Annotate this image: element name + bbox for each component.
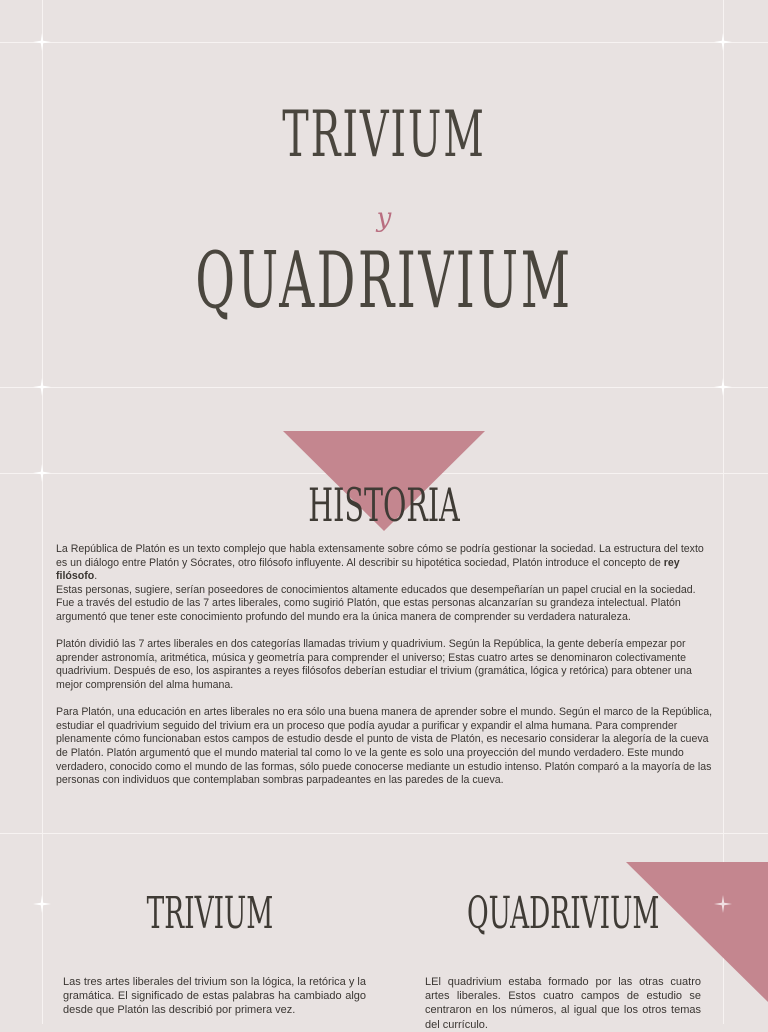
historia-paragraph-2: Platón dividió las 7 artes liberales en dos categorías llamadas trivium y quadrivium. Según la República, la gente debería empezar por aprender astronomía, aritmética, música y geometría para comprender el universo; Estas cuatro artes se denominaron colectivamente quadrivium. Después de eso, los aspirantes a reyes filósofos deberían estudiar el trivium (gramática, lógica y retórica) para obtener una mejor comprensión del alma humana. bbox=[56, 638, 692, 691]
paragraph-text: La República de Platón es un texto complejo que habla extensamente sobre cómo se podría gestionar la sociedad. La estructura del texto es un diálogo entre Platón y Sócrates, otro filósofo influyente. Al describir su hipotética sociedad, Platón introduce el concepto de bbox=[56, 543, 704, 569]
sparkle-icon bbox=[33, 464, 51, 482]
title-trivium: TRIVIUM bbox=[282, 98, 486, 172]
historia-paragraph-3: Para Platón, una educación en artes liberales no era sólo una buena manera de aprender sobre el mundo. Según el marco de la República, estudiar el quadrivium seguido del trivium era un proceso que podía ayudar a purificar y expandir el alma humana. Para comprender plenamente cómo funcionaban estos campos de estudio desde el punto de vista de Platón, es necesario considerar la alegoría de la cueva de Platón. Platón argumentó que el mundo material tal como lo ve la gente es solo una proyección del mundo verdadero. Este mundo verdadero, conocido como el mundo de las formas, sólo puede conocerse mediante un estudio intenso. Platón comparó a la mayoría de las personas con individuos que contemplaban sombras parpadeantes en las paredes de la cueva. bbox=[56, 706, 713, 787]
sparkle-icon bbox=[714, 895, 732, 913]
title-quadrivium: QUADRIVIUM bbox=[195, 236, 573, 326]
grid-line bbox=[0, 833, 768, 834]
grid-line bbox=[0, 42, 768, 43]
sparkle-icon bbox=[714, 378, 732, 396]
sparkle-icon bbox=[33, 895, 51, 913]
historia-paragraph-1 bbox=[56, 543, 714, 625]
grid-line bbox=[0, 387, 768, 388]
title-connector: y bbox=[376, 203, 392, 233]
quadrivium-heading: QUADRIVIUM bbox=[467, 888, 660, 939]
paragraph-text: Estas personas, sugiere, serían poseedores de conocimientos altamente educados que desempeñarían un papel crucial en la sociedad. Fue a través del estudio de las 7 artes liberales, como sugirió Platón, que estas personas alcanzarían su grandeza intelectual. Platón argumentó que tener este conocimiento profundo del mundo era la única manera de comprender su verdadera naturaleza. bbox=[56, 583, 696, 623]
historia-heading: HISTORIA bbox=[308, 478, 460, 532]
bold-term: rey filósofo bbox=[56, 556, 680, 583]
paragraph-text: . bbox=[94, 570, 98, 583]
sparkle-icon bbox=[714, 33, 732, 51]
grid-line bbox=[42, 0, 43, 1024]
sparkle-icon bbox=[33, 33, 51, 51]
trivium-description: Las tres artes liberales del trivium son la lógica, la retórica y la gramática. El significado de estas palabras ha cambiado algo desde que Platón las describió por primera vez. bbox=[63, 976, 366, 1017]
trivium-heading: TRIVIUM bbox=[146, 888, 274, 939]
sparkle-icon bbox=[33, 378, 51, 396]
quadrivium-description: LEl quadrivium estaba formado por las otras cuatro artes liberales. Estos cuatro campos de estudio se centraron en los números, al igual que los otros temas del currículo. bbox=[425, 976, 701, 1031]
historia-body bbox=[56, 543, 714, 801]
